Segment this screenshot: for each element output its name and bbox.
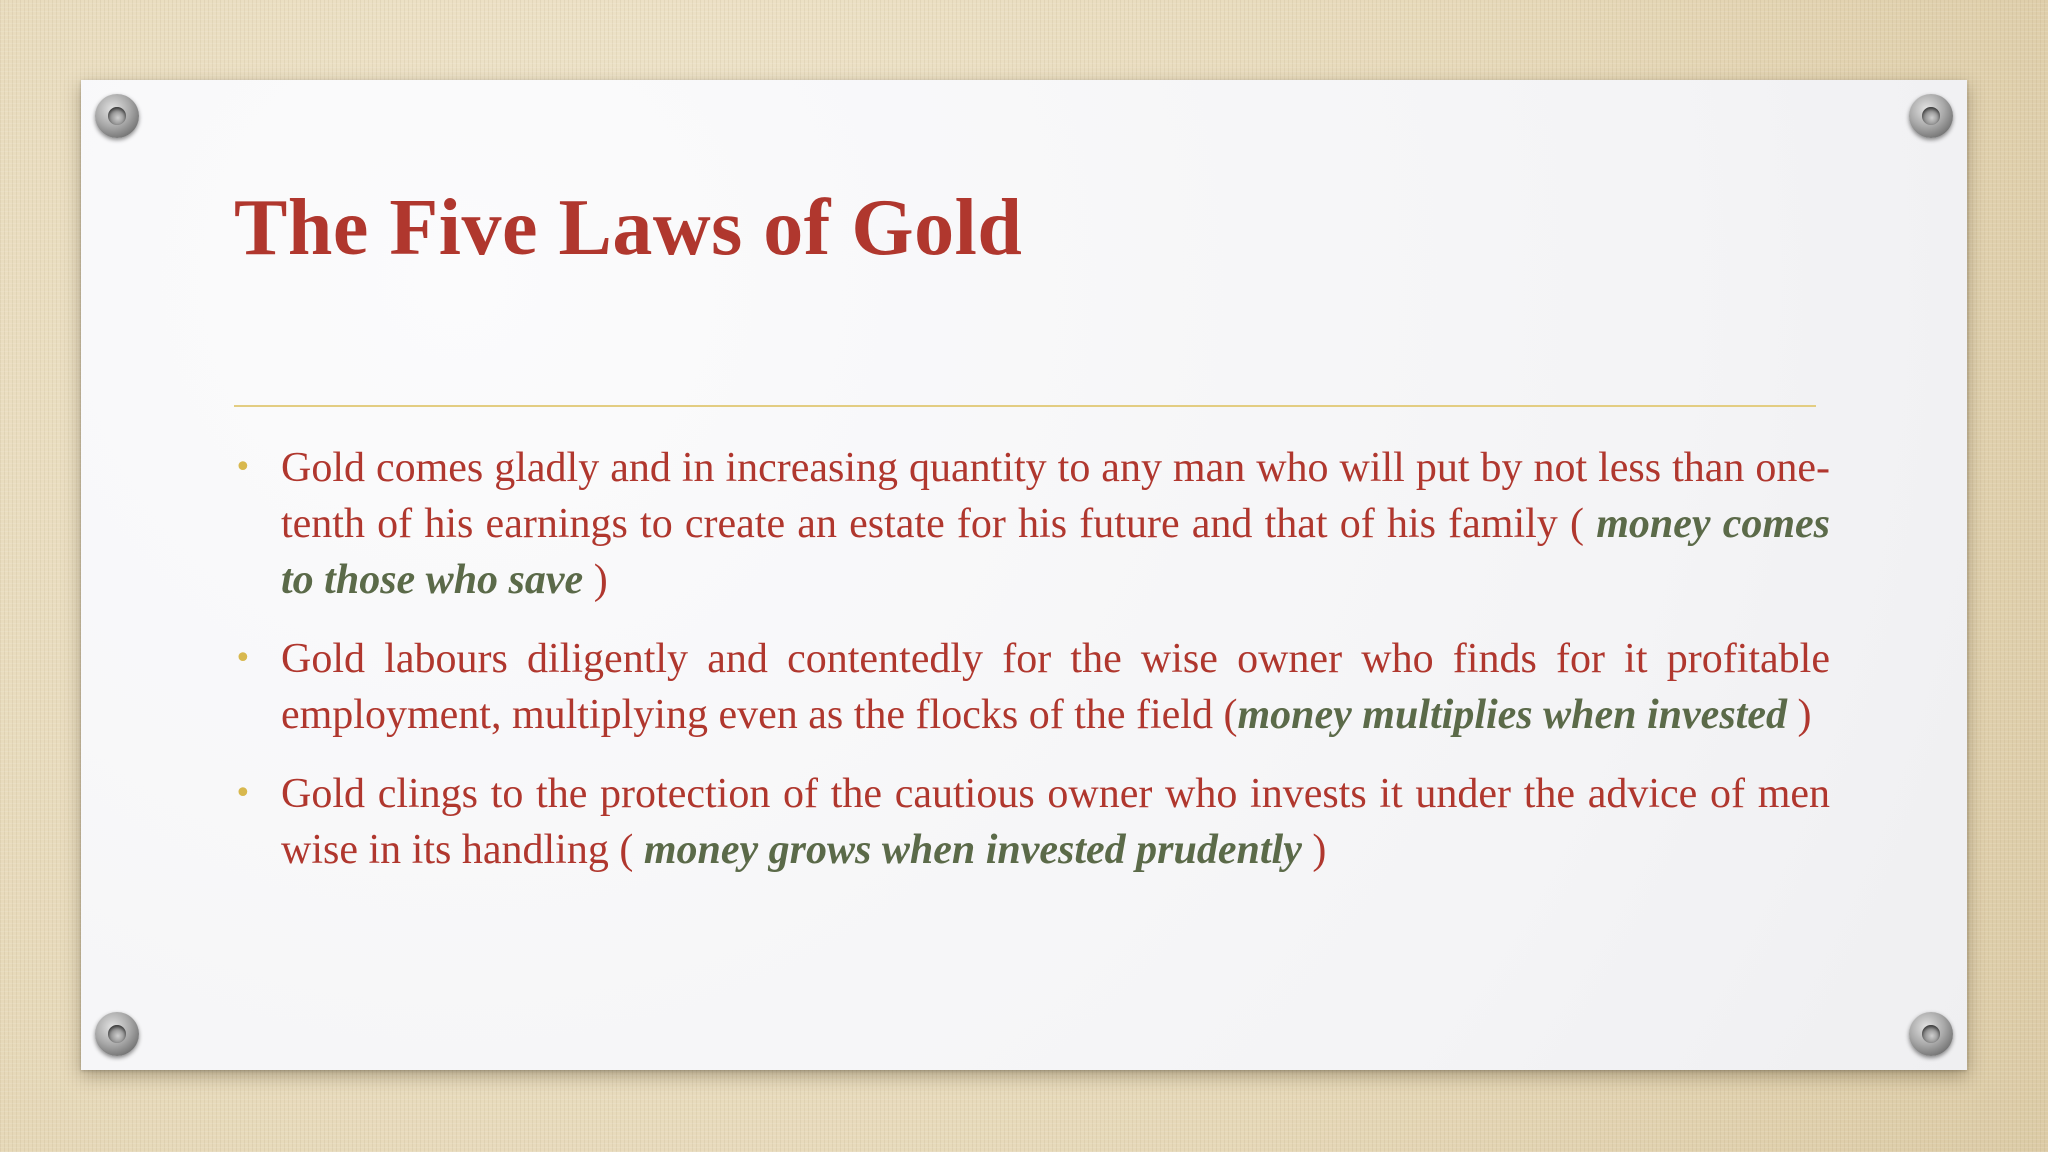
bullet-paren-close: ) [1301,827,1327,873]
bullet-emphasis: money multiplies when invested [1237,692,1787,738]
grommet-bottom-right-icon [1909,1012,1953,1056]
bullet-list [234,440,1830,901]
bullet-item-3 [234,766,1830,878]
bullet-item-1 [234,440,1830,608]
bullet-emphasis: money comes to those who save [281,501,1830,603]
grommet-top-right-icon [1909,94,1953,138]
bullet-text: Gold labours diligently and contentedly for the wise owner who finds for it profitable employment, multiplying even as the flocks of the field [281,636,1830,738]
bullet-dot-icon: • [234,450,252,485]
bullet-text: Gold clings to the protection of the cautious owner who invests it under the advice of men wise in its handling [281,771,1830,873]
grommet-top-left-icon [95,94,139,138]
bullet-paren-open: ( [608,827,644,873]
bullet-paren-close: ) [583,557,608,603]
bullet-dot-icon: • [234,641,252,676]
slide-card [81,80,1967,1070]
bullet-dot-icon: • [234,776,252,811]
slide-title: The Five Laws of Gold [234,184,1023,272]
bullet-text: Gold comes gladly and in increasing quantity to any man who will put by not less than one-tenth of his earnings to create an estate for his future and that of his family [281,445,1830,547]
bullet-paren-close: ) [1786,692,1812,738]
bullet-item-2 [234,631,1830,743]
bullet-emphasis: money grows when invested prudently [643,827,1302,873]
title-divider [234,405,1816,407]
bullet-paren-open: ( [1212,692,1238,738]
grommet-bottom-left-icon [95,1012,139,1056]
bullet-paren-open: ( [1557,501,1597,547]
